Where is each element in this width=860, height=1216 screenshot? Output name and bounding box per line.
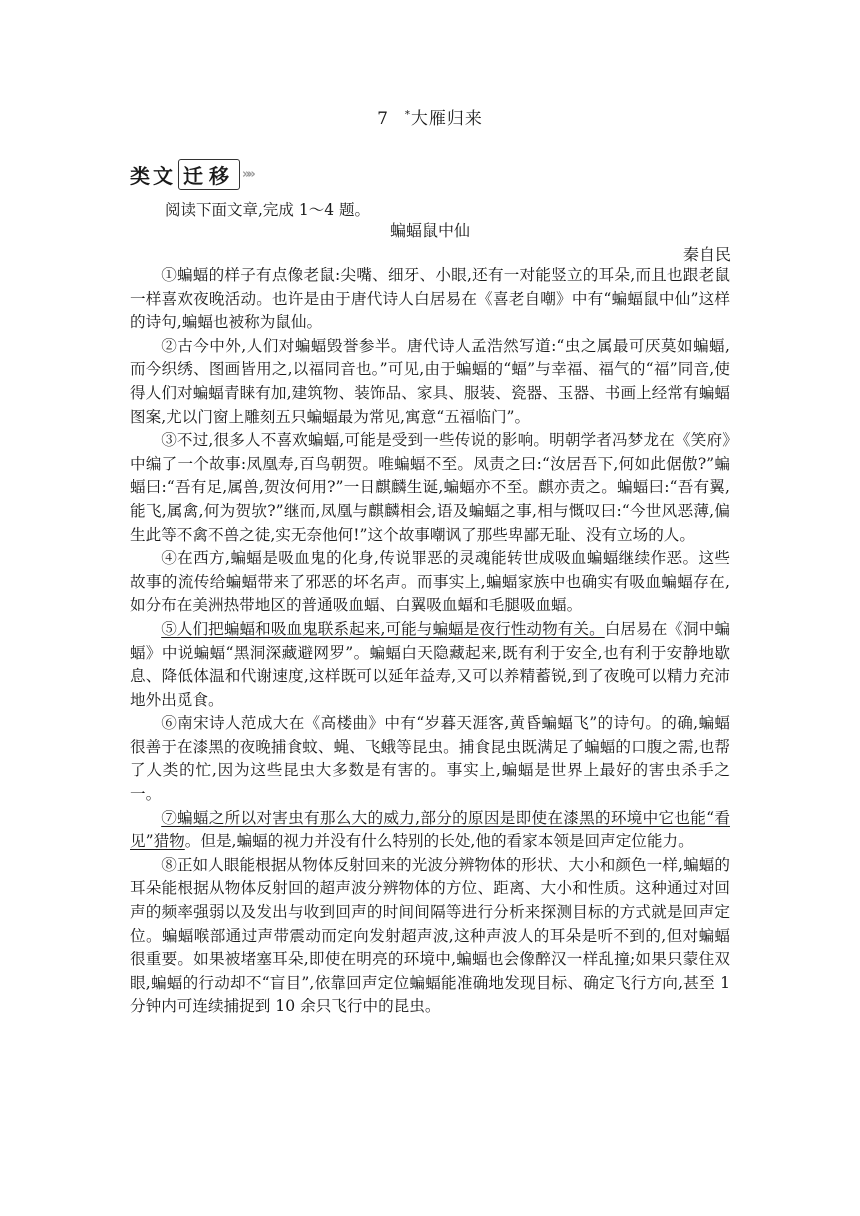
- optional-lesson-star: *: [404, 109, 411, 121]
- paragraph-7: [130, 807, 730, 854]
- article-body: [130, 264, 730, 1019]
- paragraph-7-rest: 。但是,蝙蝠的视力并没有什么特别的长处,他的看家本领是回声定位能力。: [184, 832, 694, 851]
- paragraph-5-rest: 白居易在《洞中蝙蝠》中说蝙蝠“黑洞深藏避网罗”。蝙蝠白天隐藏起来,既有利于安全,也有利于安静地歇息、降低体温和代谢速度,这样既可以延年益寿,又可以养精蓄锐,到了夜晚可以精力充沛地外出觅食。: [130, 619, 730, 709]
- section-label-boxed: 迁移: [178, 159, 240, 190]
- section-label-plain: 类文: [130, 163, 176, 188]
- paragraph-1: ①蝙蝠的样子有点像老鼠:尖嘴、细牙、小眼,还有一对能竖立的耳朵,而且也跟老鼠一样喜欢夜晚活动。也许是由于唐代诗人白居易在《喜老自嘲》中有“蝙蝠鼠中仙”这样的诗句,蝙蝠也被称为鼠仙。: [130, 266, 730, 332]
- paragraph-3: ③不过,很多人不喜欢蝙蝠,可能是受到一些传说的影响。明朝学者冯梦龙在《笑府》中编了一个故事:凤凰寿,百鸟朝贺。唯蝙蝠不至。凤责之曰:“汝居吾下,何如此倨傲?”蝙蝠曰:“吾有足,属兽,贺汝何用?”一日麒麟生诞,蝙蝠亦不至。麒亦责之。蝙蝠曰:“吾有翼,能飞,属禽,何为贺欤?”继而,凤凰与麒麟相会,语及蝙蝠之事,相与慨叹曰:“今世风恶薄,偏生此等不禽不兽之徒,实无奈他何!”这个故事嘲讽了那些卑鄙无耻、没有立场的人。: [130, 431, 730, 544]
- paragraph-5: [130, 618, 730, 712]
- article-title: 蝙蝠鼠中仙: [389, 221, 470, 240]
- paragraph-8: ⑧正如人眼能根据从物体反射回来的光波分辨物体的形状、大小和颜色一样,蝙蝠的耳朵能根据从物体反射回的超声波分辨物体的方位、距离、大小和性质。这种通过对回声的频率强弱以及发出与收到回声的时间间隔等进行分析来探测目标的方式就是回声定位。蝙蝠喉部通过声带震动而定向发射超声波,这种声波人的耳朵是听不到的,但对蝙蝠很重要。如果被堵塞耳朵,即使在明亮的环境中,蝙蝠也会像醉汉一样乱撞;如果只蒙住双眼,蝙蝠的行动却不“盲目”,依靠回声定位蝙蝠能准确地发现目标、确定飞行方向,甚至 1 分钟内可连续捕捉到 10 余只飞行中的昆虫。: [130, 855, 730, 1016]
- paragraph-7-underlined-sentence: ⑦蝙蝠之所以对害虫有那么大的威力,部分的原因是即使在漆黑的环境中它也能“看见”猎物: [130, 808, 730, 851]
- paragraph-6: ⑥南宋诗人范成大在《高楼曲》中有“岁暮天涯客,黄昏蝙蝠飞”的诗句。的确,蝙蝠很善于在漆黑的夜晚捕食蚊、蝇、飞蛾等昆虫。捕食昆虫既满足了蝙蝠的口腹之需,也帮了人类的忙,因为这些昆虫大多数是有害的。事实上,蝙蝠是世界上最好的害虫杀手之一。: [130, 714, 730, 804]
- reading-instruction: 阅读下面文章,完成 1～4 题。: [165, 201, 371, 219]
- lesson-title: [0, 104, 860, 129]
- paragraph-5-underlined-sentence: ⑤人们把蝙蝠和吸血鬼联系起来,可能与蝙蝠是夜行性动物有关。: [161, 619, 605, 638]
- section-label: [130, 160, 253, 188]
- paragraph-4: ④在西方,蝙蝠是吸血鬼的化身,传说罪恶的灵魂能转世成吸血蝙蝠继续作恶。这些故事的流传给蝙蝠带来了邪恶的坏名声。而事实上,蝙蝠家族中也确实有吸血蝙蝠存在,如分布在美洲热带地区的普通吸血蝠、白翼吸血蝠和毛腿吸血蝠。: [130, 549, 730, 615]
- lesson-title-text: 大雁归来: [410, 109, 483, 129]
- paragraph-2: ②古今中外,人们对蝙蝠毁誉参半。唐代诗人孟浩然写道:“虫之属最可厌莫如蝙蝠,而今织绣、图画皆用之,以福同音也。”可见,由于蝙蝠的“蝠”与幸福、福气的“福”同音,使得人们对蝙蝠青睐有加,建筑物、装饰品、家具、服装、瓷器、玉器、书画上经常有蝙蝠图案,尤以门窗上雕刻五只蝙蝠最为常见,寓意“五福临门”。: [130, 336, 730, 426]
- article-author: 秦自民: [682, 245, 731, 264]
- lesson-number: 7: [377, 109, 389, 129]
- chevron-arrows-icon: »»: [242, 166, 253, 182]
